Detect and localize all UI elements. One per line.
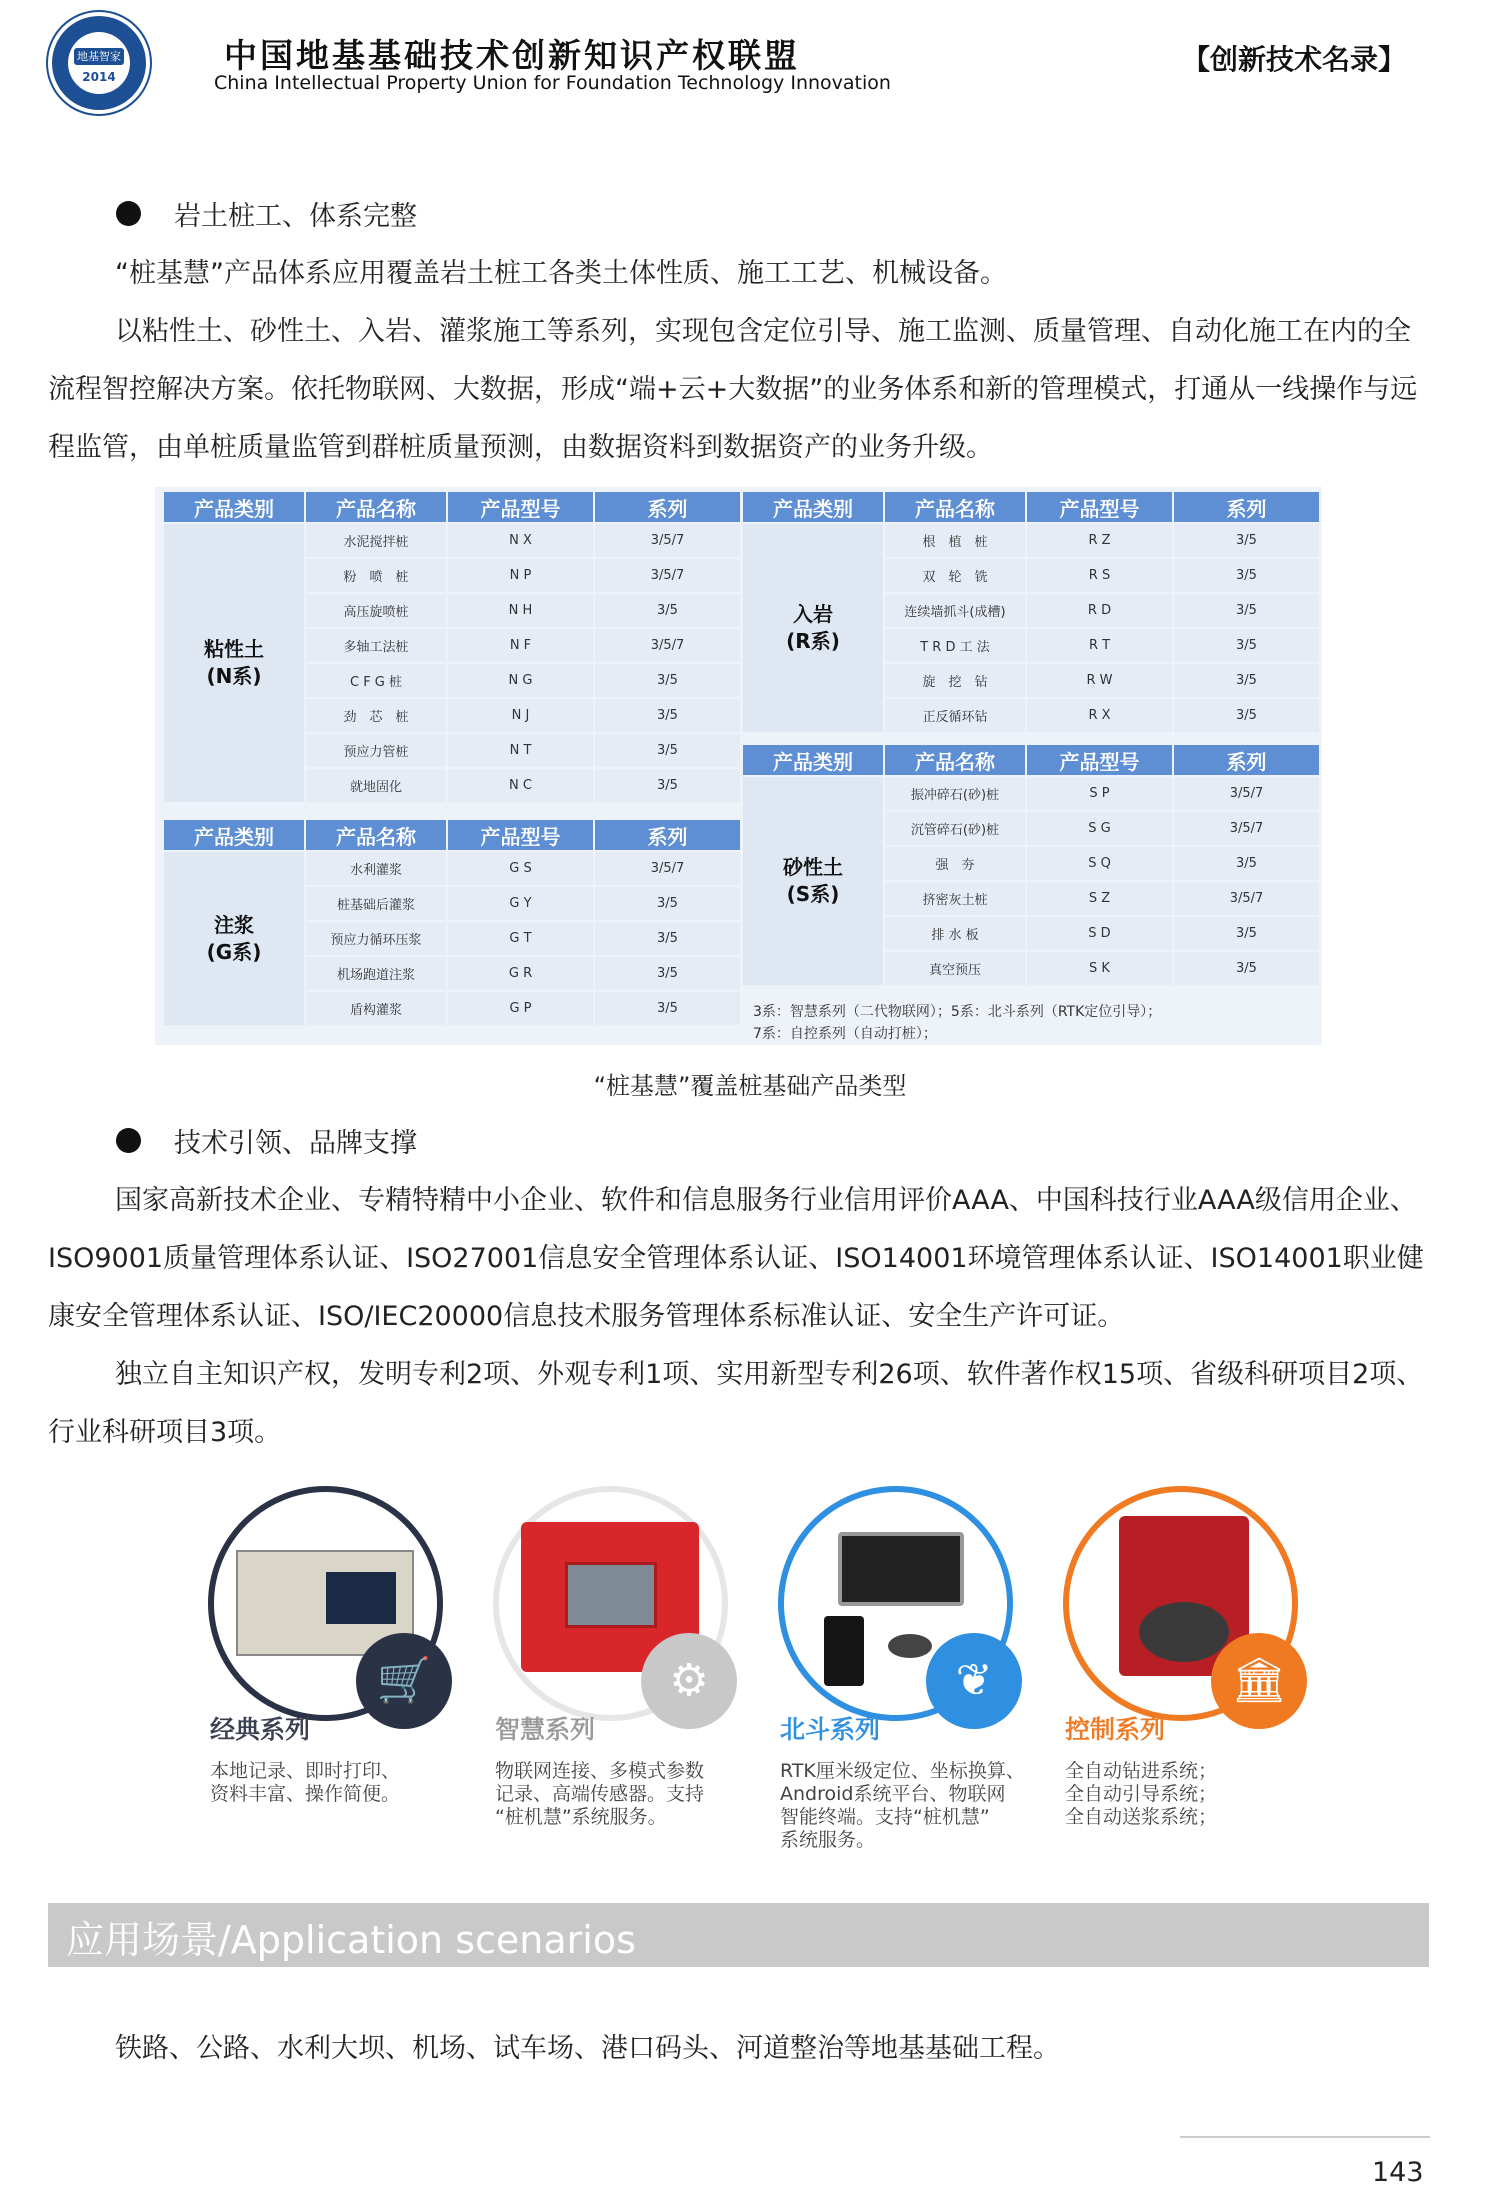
badge-beidou: [926, 1633, 1022, 1729]
table-row: [164, 852, 740, 885]
table-cell: N H: [448, 594, 593, 627]
category-name: 注浆: [214, 912, 254, 937]
category-code: (G系): [206, 939, 262, 964]
table-header: 产品类别: [743, 745, 883, 775]
series-note: [753, 1001, 1161, 1045]
table-cell: S K: [1027, 952, 1172, 985]
table-cell: 挤密灰土桩: [885, 882, 1025, 915]
category-code: (R系): [786, 629, 840, 653]
table-cell: N J: [448, 699, 593, 732]
table-cell: S D: [1027, 917, 1172, 950]
table-cell: N G: [448, 664, 593, 697]
table-cell: G Y: [448, 887, 593, 920]
tablet-device: [838, 1532, 964, 1606]
table-header: 产品名称: [885, 492, 1025, 522]
table-header: 产品类别: [164, 820, 304, 850]
table-cell: N F: [448, 629, 593, 662]
table-cell: 3/5: [595, 887, 740, 920]
table-header: 产品类别: [743, 492, 883, 522]
table-header: 产品型号: [1027, 745, 1172, 775]
application-text: 铁路、公路、水利大坝、机场、试车场、港口码头、河道整治等地基基础工程。: [115, 2033, 1060, 2064]
table-row: [743, 777, 1319, 810]
bank-icon: 🏛: [1231, 1655, 1287, 1706]
table-s-series: [741, 743, 1321, 987]
table-cell: 3/5: [1174, 952, 1319, 985]
table-n-series: [162, 490, 742, 804]
table-cell: 3/5: [1174, 917, 1319, 950]
product-type-tables: [155, 487, 1322, 1045]
product-title: 控制系列: [1065, 1715, 1166, 1744]
table-cell: 3/5: [1174, 559, 1319, 592]
table-header: 系列: [1174, 745, 1319, 775]
table-cell: S Q: [1027, 847, 1172, 880]
badge-classic: [356, 1633, 452, 1729]
desc-line: “桩机慧”系统服务。: [495, 1806, 667, 1828]
table-cell: 排 水 板: [885, 917, 1025, 950]
gear-icon: ⚙: [669, 1655, 709, 1706]
table-cell: 3/5: [595, 594, 740, 627]
table-header: 产品型号: [448, 820, 593, 850]
category-code: (S系): [786, 882, 840, 906]
table-cell: G R: [448, 957, 593, 990]
table-caption: “桩基慧”覆盖桩基础产品类型: [593, 1072, 907, 1100]
table-header: 产品型号: [1027, 492, 1172, 522]
table-cell: G T: [448, 922, 593, 955]
table-header-row: [164, 492, 740, 522]
table-cell: 3/5/7: [1174, 812, 1319, 845]
table-cell: 沉管碎石(砂)桩: [885, 812, 1025, 845]
category-name: 砂性土: [783, 855, 843, 879]
table-header: 产品名称: [306, 492, 446, 522]
table-cell: 就地固化: [306, 769, 446, 802]
badge-control: [1211, 1633, 1307, 1729]
table-cell: 3/5/7: [595, 852, 740, 885]
table-header: 产品名称: [885, 745, 1025, 775]
logo-year: 2014: [82, 70, 116, 84]
table-cell: 真空预压: [885, 952, 1025, 985]
table-row: [743, 524, 1319, 557]
table-g-series: [162, 818, 742, 1027]
table-cell: 水泥搅拌桩: [306, 524, 446, 557]
section-bar-title: 应用场景/Application scenarios: [66, 1918, 636, 1962]
footer-rule: [1180, 2136, 1430, 2138]
table-row: [164, 524, 740, 557]
table-cell: 盾构灌浆: [306, 992, 446, 1025]
table-cell: N P: [448, 559, 593, 592]
product-series-row: [0, 1480, 1500, 1870]
application-section-bar: [48, 1903, 1429, 1967]
category-cell: [743, 777, 883, 985]
table-cell: 3/5: [1174, 594, 1319, 627]
table-cell: 3/5: [595, 922, 740, 955]
table-r-series: [741, 490, 1321, 734]
table-cell: R S: [1027, 559, 1172, 592]
table-cell: S G: [1027, 812, 1172, 845]
logo-text: 地基智家: [74, 48, 124, 65]
table-cell: 粉 喷 桩: [306, 559, 446, 592]
product-desc: [780, 1760, 1025, 1852]
table-cell: 3/5: [1174, 847, 1319, 880]
category-cell: [743, 524, 883, 732]
paragraph: 以粘性土、砂性土、入岩、灌浆施工等系列，实现包含定位引导、施工监测、质量管理、自动化施工在内的全流程智控解决方案。依托物联网、大数据，形成“端+云+大数据”的业务体系和新的管理模式，打通从一线操作与远程监管，由单桩质量监管到群桩质量预测，由数据资料到数据资产的业务升级。: [48, 316, 1418, 463]
table-cell: 3/5: [1174, 664, 1319, 697]
table-cell: G P: [448, 992, 593, 1025]
table-cell: R X: [1027, 699, 1172, 732]
table-cell: 3/5/7: [1174, 777, 1319, 810]
table-cell: G S: [448, 852, 593, 885]
table-header: 产品型号: [448, 492, 593, 522]
section1-body: [48, 245, 1433, 477]
desc-line: 全自动钻进系统；: [1065, 1760, 1218, 1782]
table-cell: R W: [1027, 664, 1172, 697]
table-cell: N X: [448, 524, 593, 557]
cart-icon: 🛒: [376, 1655, 432, 1706]
product-desc: [495, 1760, 704, 1829]
table-cell: 预应力循环压浆: [306, 922, 446, 955]
product-desc: [210, 1760, 400, 1806]
table-cell: 水利灌浆: [306, 852, 446, 885]
table-cell: 3/5: [595, 699, 740, 732]
badge-smart: [641, 1633, 737, 1729]
category-code: (N系): [206, 664, 262, 688]
table-cell: 正反循环钻: [885, 699, 1025, 732]
bullet-dot: [116, 201, 141, 226]
table-cell: 高压旋喷桩: [306, 594, 446, 627]
header-title: 中国地基基础技术创新知识产权联盟: [224, 36, 800, 75]
table-cell: 3/5/7: [595, 629, 740, 662]
table-cell: 振冲碎石(砂)桩: [885, 777, 1025, 810]
section2-heading: 技术引领、品牌支撑: [174, 1128, 417, 1159]
table-cell: 旋 挖 钻: [885, 664, 1025, 697]
table-cell: 3/5: [1174, 629, 1319, 662]
table-cell: 3/5/7: [1174, 882, 1319, 915]
table-cell: S P: [1027, 777, 1172, 810]
bullet-dot: [116, 1128, 141, 1153]
desc-line: 系统服务。: [780, 1829, 876, 1851]
table-header: 系列: [1174, 492, 1319, 522]
paragraph: 国家高新技术企业、专精特精中小企业、软件和信息服务行业信用评价AAA、中国科技行业AAA级信用企业、ISO9001质量管理体系认证、ISO27001信息安全管理体系认证、ISO14001环境管理体系认证、ISO14001职业健康安全管理体系认证、ISO/IEC20000信息技术服务管理体系标准认证、安全生产许可证。: [48, 1185, 1424, 1332]
table-cell: 机场跑道注浆: [306, 957, 446, 990]
table-cell: 3/5/7: [595, 524, 740, 557]
desc-line: 本地记录、即时打印、: [210, 1760, 401, 1782]
product-title: 北斗系列: [780, 1715, 881, 1744]
product-title: 经典系列: [210, 1715, 311, 1744]
terminal-device: [824, 1616, 864, 1686]
table-cell: 劲 芯 桩: [306, 699, 446, 732]
desc-line: 全自动送浆系统；: [1065, 1806, 1218, 1828]
table-header: 产品类别: [164, 492, 304, 522]
table-cell: 强 夯: [885, 847, 1025, 880]
category-cell: [164, 524, 304, 802]
table-cell: 桩基础后灌浆: [306, 887, 446, 920]
table-cell: 双 轮 铣: [885, 559, 1025, 592]
table-cell: 3/5: [595, 957, 740, 990]
category-name: 粘性土: [204, 637, 264, 661]
product-desc: [1065, 1760, 1217, 1829]
device-screen: [326, 1572, 396, 1624]
table-cell: R D: [1027, 594, 1172, 627]
device-window: [565, 1562, 657, 1628]
table-cell: C F G 桩: [306, 664, 446, 697]
desc-line: 全自动引导系统；: [1065, 1783, 1218, 1805]
desc-line: 物联网连接、多模式参数: [495, 1760, 705, 1782]
table-cell: 3/5: [595, 664, 740, 697]
alliance-logo: [48, 12, 150, 114]
table-cell: 多轴工法桩: [306, 629, 446, 662]
table-cell: 3/5: [595, 734, 740, 767]
table-header-row: [743, 745, 1319, 775]
table-cell: N C: [448, 769, 593, 802]
desc-line: RTK厘米级定位、坐标换算、: [780, 1760, 1025, 1782]
leaf-icon: ❦: [955, 1655, 993, 1706]
section2-body: [48, 1172, 1433, 1462]
category-cell: [164, 852, 304, 1025]
section1-heading: 岩土桩工、体系完整: [174, 201, 417, 232]
paragraph: “桩基慧”产品体系应用覆盖岩土桩工各类土体性质、施工工艺、机械设备。: [115, 258, 1007, 289]
table-cell: T R D 工 法: [885, 629, 1025, 662]
table-cell: 连续墙抓斗(成槽): [885, 594, 1025, 627]
table-header-row: [164, 820, 740, 850]
note-line: 7系：自控系列（自动打桩）；: [753, 1026, 937, 1042]
page-number: 143: [1372, 2157, 1424, 2188]
logo-inner: [68, 32, 130, 94]
table-cell: 3/5: [595, 769, 740, 802]
category-name: 入岩: [793, 602, 833, 626]
desc-line: 记录、高端传感器。支持: [495, 1783, 705, 1805]
desc-line: 资料丰富、操作简便。: [210, 1783, 401, 1805]
desc-line: 智能终端。支持“桩机慧”: [780, 1806, 990, 1828]
table-cell: 3/5: [1174, 524, 1319, 557]
table-header: 产品名称: [306, 820, 446, 850]
header-category: 【创新技术名录】: [1182, 43, 1407, 76]
table-header-row: [743, 492, 1319, 522]
table-header: 系列: [595, 820, 740, 850]
table-cell: N T: [448, 734, 593, 767]
product-title: 智慧系列: [495, 1715, 596, 1744]
table-header: 系列: [595, 492, 740, 522]
table-cell: S Z: [1027, 882, 1172, 915]
table-cell: R Z: [1027, 524, 1172, 557]
table-cell: 3/5/7: [595, 559, 740, 592]
table-cell: R T: [1027, 629, 1172, 662]
table-cell: 3/5: [1174, 699, 1319, 732]
table-cell: 预应力管桩: [306, 734, 446, 767]
paragraph: 独立自主知识产权，发明专利2项、外观专利1项、实用新型专利26项、软件著作权15项、省级科研项目2项、行业科研项目3项。: [48, 1359, 1424, 1448]
table-cell: 根 植 桩: [885, 524, 1025, 557]
desc-line: Android系统平台、物联网: [780, 1783, 1006, 1805]
header-subtitle: China Intellectual Property Union for Foundation Technology Innovation: [214, 72, 891, 94]
note-line: 3系：智慧系列（二代物联网）；5系：北斗系列（RTK定位引导）；: [753, 1004, 1162, 1020]
table-cell: 3/5: [595, 992, 740, 1025]
